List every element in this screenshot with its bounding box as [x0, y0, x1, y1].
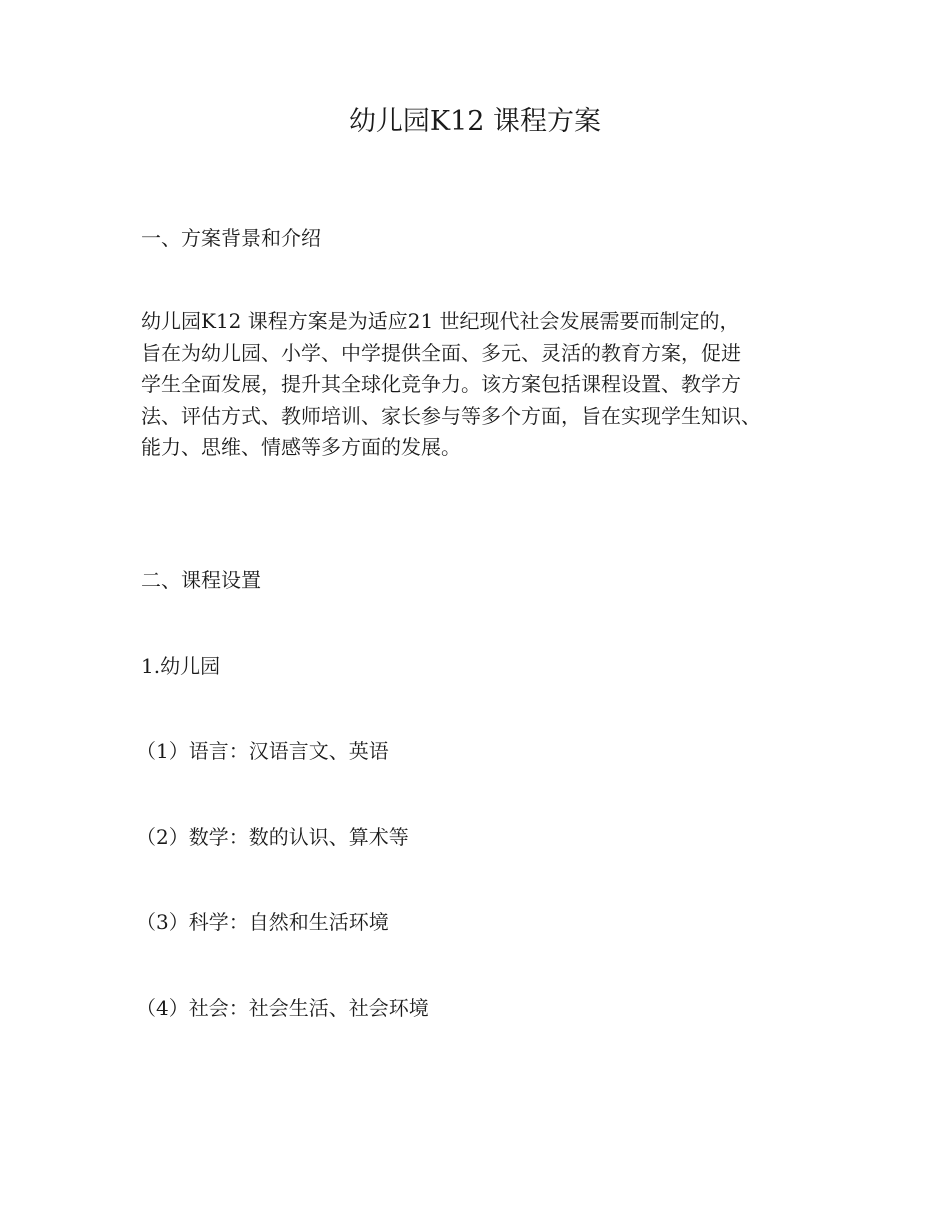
intro-line: 幼儿园K12 课程方案是为适应21 世纪现代社会发展需要而制定的，	[141, 309, 740, 333]
list-item: （3）科学：自然和生活环境	[136, 910, 389, 934]
section-heading-curriculum: 二、课程设置	[141, 568, 261, 592]
intro-line: 能力、思维、情感等多方面的发展。	[141, 435, 461, 459]
intro-line: 旨在为幼儿园、小学、中学提供全面、多元、灵活的教育方案，促进	[141, 340, 741, 365]
document-title: 幼儿园K12 课程方案	[348, 106, 602, 137]
intro-paragraph	[141, 306, 841, 464]
subheading-kindergarten: 1.幼儿园	[141, 654, 221, 678]
list-item: （1）语言：汉语言文、英语	[136, 739, 389, 763]
list-item: （4）社会：社会生活、社会环境	[136, 996, 429, 1020]
section-heading-background: 一、方案背景和介绍	[141, 226, 321, 250]
intro-line: 法、评估方式、教师培训、家长参与等多个方面，旨在实现学生知识、	[141, 403, 761, 428]
intro-line: 学生全面发展，提升其全球化竞争力。该方案包括课程设置、教学方	[141, 372, 741, 396]
list-item: （2）数学：数的认识、算术等	[136, 825, 409, 849]
